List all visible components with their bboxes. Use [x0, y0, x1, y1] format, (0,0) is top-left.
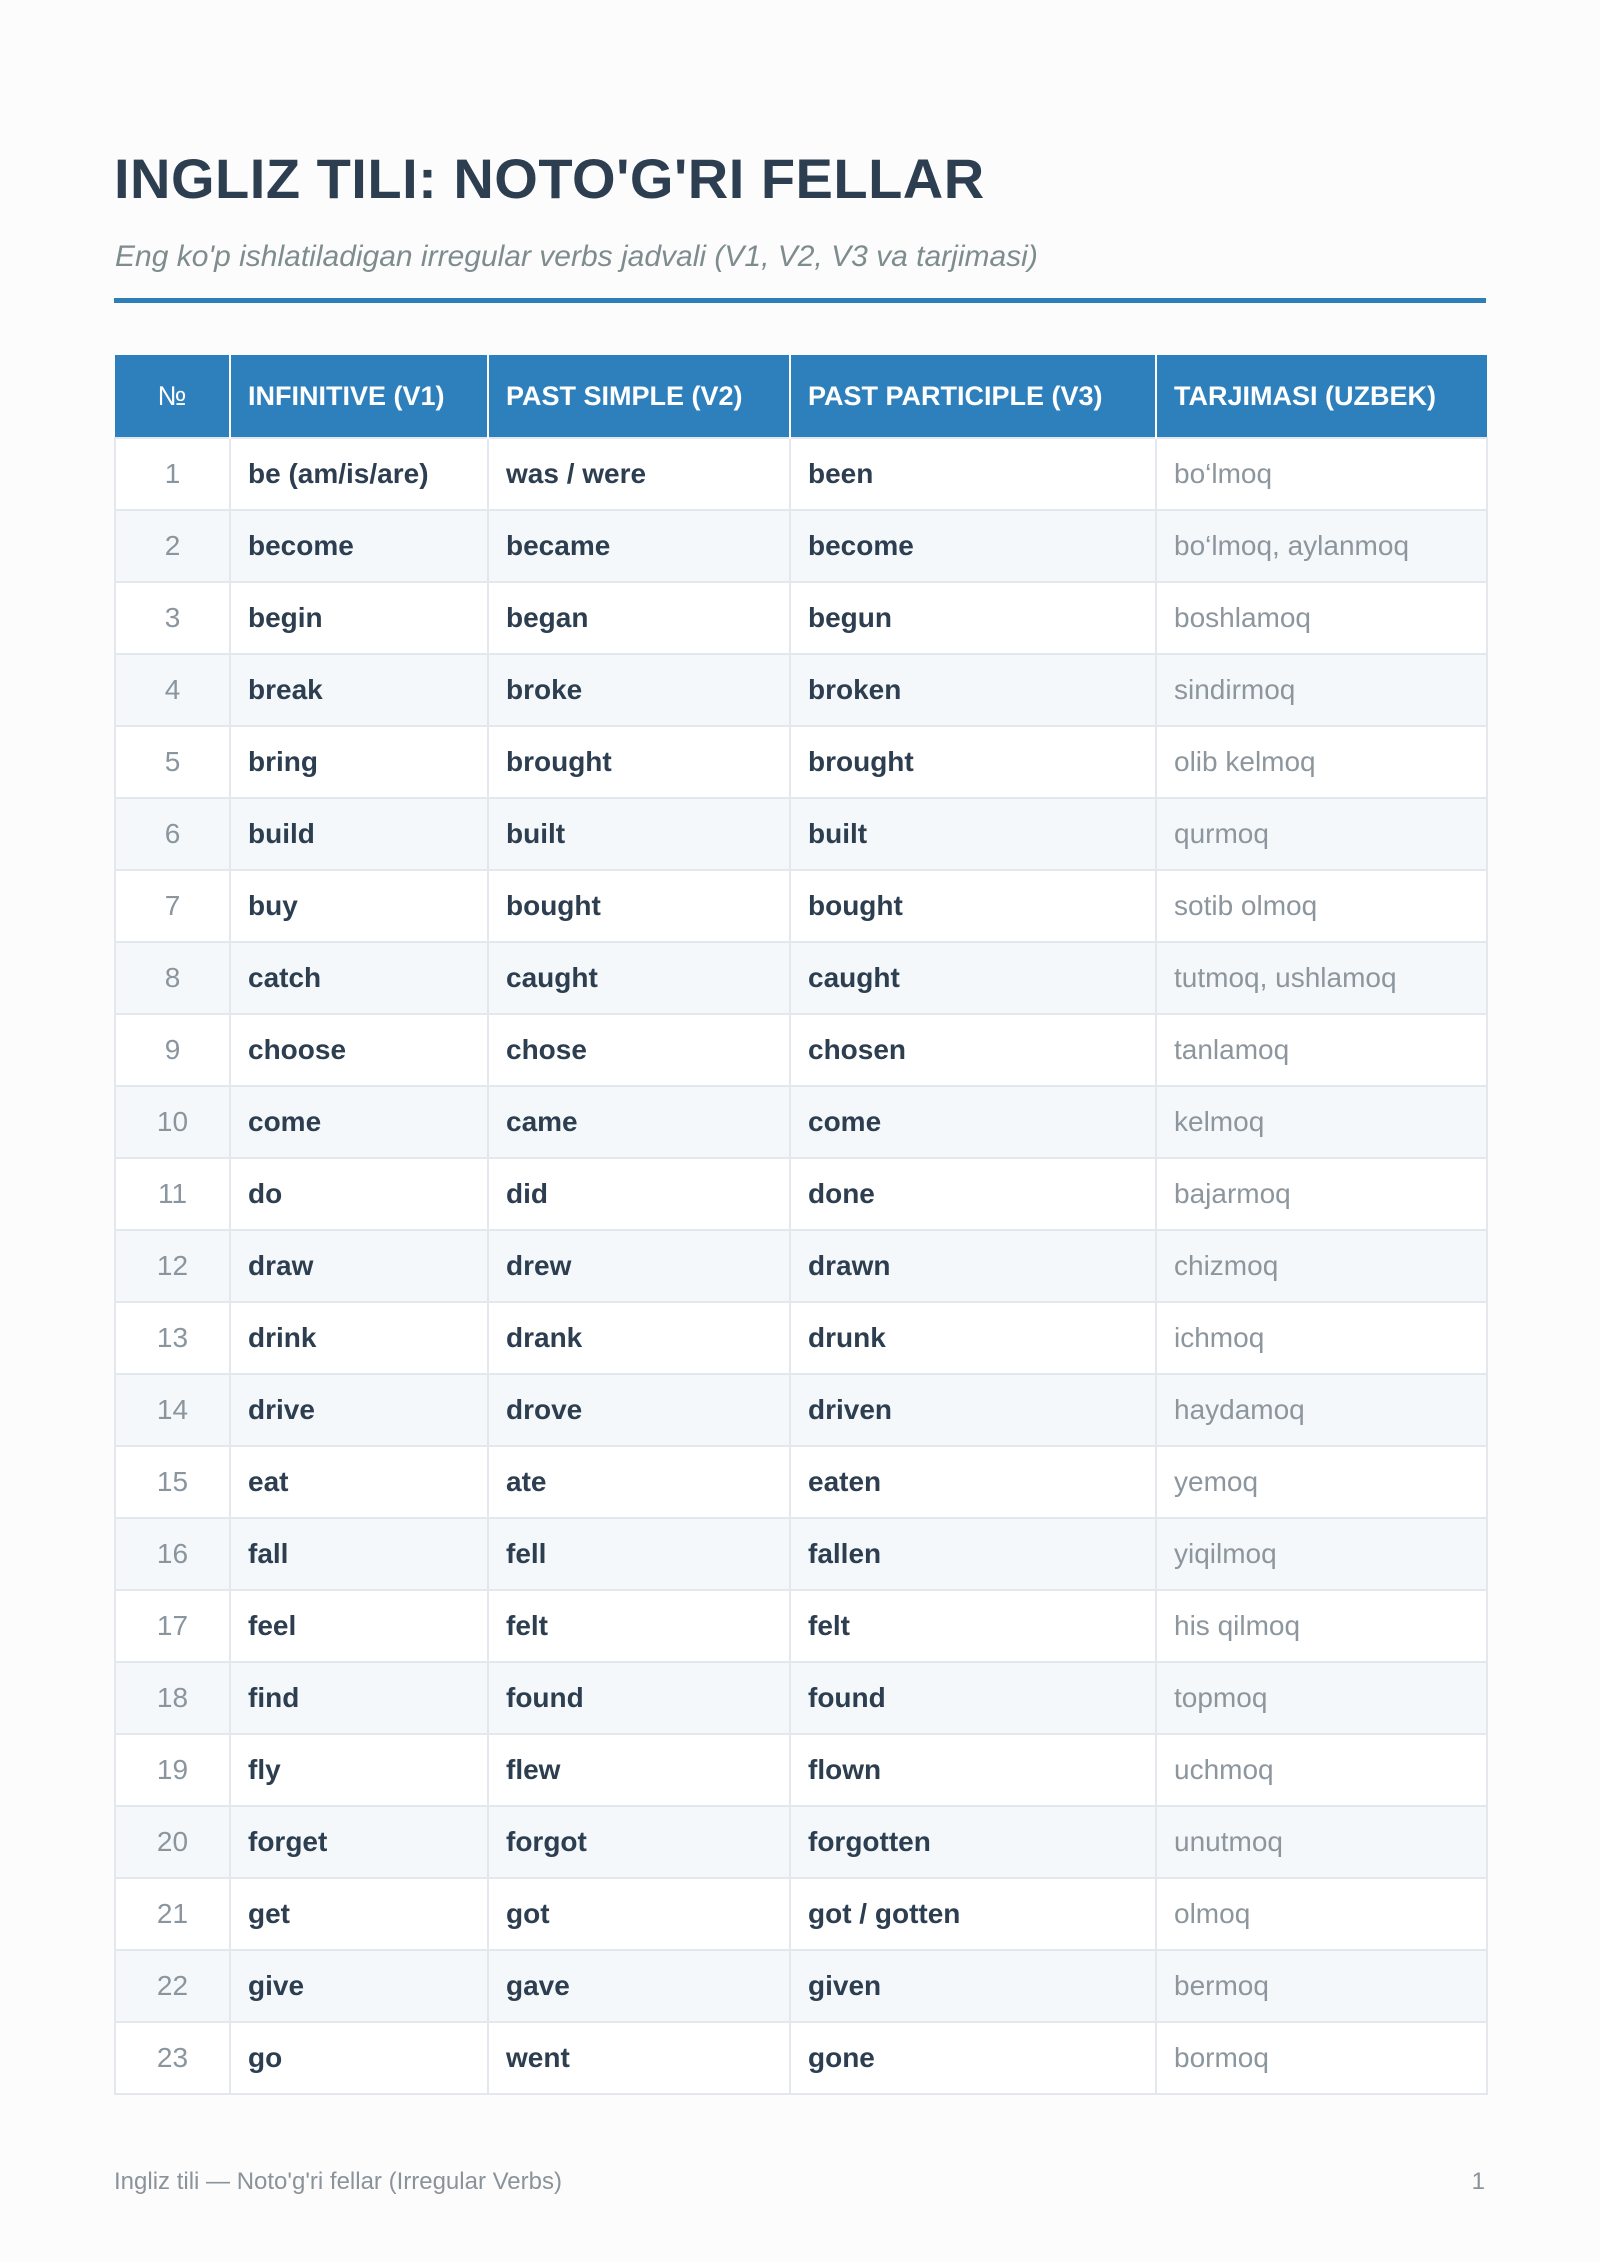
past-simple-cell: did: [488, 1158, 790, 1230]
past-participle-cell: come: [790, 1086, 1156, 1158]
table-row: [115, 510, 1487, 582]
past-participle-cell: been: [790, 438, 1156, 510]
title-divider: [114, 298, 1486, 303]
row-number: 5: [115, 726, 230, 798]
translation-cell: bo‘lmoq: [1156, 438, 1487, 510]
row-number: 14: [115, 1374, 230, 1446]
past-participle-cell: caught: [790, 942, 1156, 1014]
translation-cell: ichmoq: [1156, 1302, 1487, 1374]
row-number: 12: [115, 1230, 230, 1302]
header-infinitive: INFINITIVE (V1): [230, 355, 488, 438]
infinitive-cell: do: [230, 1158, 488, 1230]
past-simple-cell: broke: [488, 654, 790, 726]
past-simple-cell: came: [488, 1086, 790, 1158]
row-number: 22: [115, 1950, 230, 2022]
past-simple-cell: went: [488, 2022, 790, 2094]
table-row: [115, 2022, 1487, 2094]
table-row: [115, 1230, 1487, 1302]
translation-cell: haydamoq: [1156, 1374, 1487, 1446]
row-number: 15: [115, 1446, 230, 1518]
translation-cell: qurmoq: [1156, 798, 1487, 870]
past-simple-cell: found: [488, 1662, 790, 1734]
past-simple-cell: chose: [488, 1014, 790, 1086]
past-participle-cell: got / gotten: [790, 1878, 1156, 1950]
translation-cell: chizmoq: [1156, 1230, 1487, 1302]
past-simple-cell: ate: [488, 1446, 790, 1518]
row-number: 17: [115, 1590, 230, 1662]
past-simple-cell: built: [488, 798, 790, 870]
table-row: [115, 1878, 1487, 1950]
past-participle-cell: found: [790, 1662, 1156, 1734]
infinitive-cell: forget: [230, 1806, 488, 1878]
translation-cell: bormoq: [1156, 2022, 1487, 2094]
table-row: [115, 942, 1487, 1014]
header-translation: TARJIMASI (UZBEK): [1156, 355, 1487, 438]
table-row: [115, 1158, 1487, 1230]
past-simple-cell: got: [488, 1878, 790, 1950]
past-participle-cell: done: [790, 1158, 1156, 1230]
infinitive-cell: catch: [230, 942, 488, 1014]
translation-cell: uchmoq: [1156, 1734, 1487, 1806]
row-number: 8: [115, 942, 230, 1014]
row-number: 20: [115, 1806, 230, 1878]
table-row: [115, 1590, 1487, 1662]
translation-cell: bermoq: [1156, 1950, 1487, 2022]
table-row: [115, 438, 1487, 510]
row-number: 18: [115, 1662, 230, 1734]
infinitive-cell: get: [230, 1878, 488, 1950]
footer-text: Ingliz tili — Noto'g'ri fellar (Irregular Verbs): [114, 2168, 562, 2195]
row-number: 19: [115, 1734, 230, 1806]
past-participle-cell: given: [790, 1950, 1156, 2022]
table-row: [115, 1086, 1487, 1158]
infinitive-cell: drink: [230, 1302, 488, 1374]
row-number: 3: [115, 582, 230, 654]
translation-cell: yemoq: [1156, 1446, 1487, 1518]
row-number: 10: [115, 1086, 230, 1158]
past-simple-cell: was / were: [488, 438, 790, 510]
past-participle-cell: brought: [790, 726, 1156, 798]
row-number: 2: [115, 510, 230, 582]
table-row: [115, 798, 1487, 870]
translation-cell: olmoq: [1156, 1878, 1487, 1950]
infinitive-cell: buy: [230, 870, 488, 942]
translation-cell: unutmoq: [1156, 1806, 1487, 1878]
past-participle-cell: driven: [790, 1374, 1156, 1446]
past-simple-cell: flew: [488, 1734, 790, 1806]
table-row: [115, 1734, 1487, 1806]
past-simple-cell: caught: [488, 942, 790, 1014]
table-row: [115, 1518, 1487, 1590]
table-row: [115, 654, 1487, 726]
infinitive-cell: break: [230, 654, 488, 726]
row-number: 9: [115, 1014, 230, 1086]
past-simple-cell: brought: [488, 726, 790, 798]
past-simple-cell: fell: [488, 1518, 790, 1590]
infinitive-cell: feel: [230, 1590, 488, 1662]
row-number: 16: [115, 1518, 230, 1590]
row-number: 13: [115, 1302, 230, 1374]
row-number: 23: [115, 2022, 230, 2094]
past-simple-cell: drank: [488, 1302, 790, 1374]
header-past-participle: PAST PARTICIPLE (V3): [790, 355, 1156, 438]
translation-cell: kelmoq: [1156, 1086, 1487, 1158]
past-participle-cell: eaten: [790, 1446, 1156, 1518]
infinitive-cell: drive: [230, 1374, 488, 1446]
past-participle-cell: broken: [790, 654, 1156, 726]
past-participle-cell: fallen: [790, 1518, 1156, 1590]
past-participle-cell: begun: [790, 582, 1156, 654]
infinitive-cell: draw: [230, 1230, 488, 1302]
table-row: [115, 1302, 1487, 1374]
row-number: 4: [115, 654, 230, 726]
table-row: [115, 1014, 1487, 1086]
past-participle-cell: flown: [790, 1734, 1156, 1806]
translation-cell: bo‘lmoq, aylanmoq: [1156, 510, 1487, 582]
translation-cell: sotib olmoq: [1156, 870, 1487, 942]
table-row: [115, 1446, 1487, 1518]
past-simple-cell: began: [488, 582, 790, 654]
past-participle-cell: chosen: [790, 1014, 1156, 1086]
page-subtitle: Eng ko'p ishlatiladigan irregular verbs jadvali (V1, V2, V3 va tarjimasi): [115, 240, 1038, 273]
table-row: [115, 1950, 1487, 2022]
header-past-simple: PAST SIMPLE (V2): [488, 355, 790, 438]
past-simple-cell: gave: [488, 1950, 790, 2022]
table-row: [115, 1662, 1487, 1734]
past-simple-cell: forgot: [488, 1806, 790, 1878]
infinitive-cell: begin: [230, 582, 488, 654]
irregular-verbs-table: [114, 355, 1488, 2095]
infinitive-cell: find: [230, 1662, 488, 1734]
row-number: 1: [115, 438, 230, 510]
infinitive-cell: bring: [230, 726, 488, 798]
page-title: INGLIZ TILI: NOTO'G'RI FELLAR: [114, 147, 985, 210]
past-simple-cell: bought: [488, 870, 790, 942]
infinitive-cell: become: [230, 510, 488, 582]
translation-cell: sindirmoq: [1156, 654, 1487, 726]
past-simple-cell: felt: [488, 1590, 790, 1662]
infinitive-cell: choose: [230, 1014, 488, 1086]
infinitive-cell: go: [230, 2022, 488, 2094]
infinitive-cell: come: [230, 1086, 488, 1158]
table-row: [115, 582, 1487, 654]
table-row: [115, 1806, 1487, 1878]
infinitive-cell: eat: [230, 1446, 488, 1518]
translation-cell: tutmoq, ushlamoq: [1156, 942, 1487, 1014]
translation-cell: tanlamoq: [1156, 1014, 1487, 1086]
row-number: 6: [115, 798, 230, 870]
table-header-row: [115, 355, 1487, 438]
past-simple-cell: became: [488, 510, 790, 582]
past-participle-cell: bought: [790, 870, 1156, 942]
past-participle-cell: felt: [790, 1590, 1156, 1662]
past-participle-cell: become: [790, 510, 1156, 582]
infinitive-cell: build: [230, 798, 488, 870]
infinitive-cell: give: [230, 1950, 488, 2022]
past-participle-cell: built: [790, 798, 1156, 870]
translation-cell: yiqilmoq: [1156, 1518, 1487, 1590]
infinitive-cell: be (am/is/are): [230, 438, 488, 510]
translation-cell: topmoq: [1156, 1662, 1487, 1734]
past-simple-cell: drove: [488, 1374, 790, 1446]
row-number: 21: [115, 1878, 230, 1950]
past-participle-cell: drawn: [790, 1230, 1156, 1302]
row-number: 7: [115, 870, 230, 942]
table-row: [115, 870, 1487, 942]
translation-cell: his qilmoq: [1156, 1590, 1487, 1662]
table-row: [115, 726, 1487, 798]
page-number: 1: [1471, 2168, 1485, 2195]
header-number: №: [115, 355, 230, 438]
translation-cell: boshlamoq: [1156, 582, 1487, 654]
row-number: 11: [115, 1158, 230, 1230]
past-simple-cell: drew: [488, 1230, 790, 1302]
past-participle-cell: forgotten: [790, 1806, 1156, 1878]
table-body: [115, 438, 1487, 2094]
infinitive-cell: fall: [230, 1518, 488, 1590]
infinitive-cell: fly: [230, 1734, 488, 1806]
past-participle-cell: drunk: [790, 1302, 1156, 1374]
past-participle-cell: gone: [790, 2022, 1156, 2094]
translation-cell: olib kelmoq: [1156, 726, 1487, 798]
table-row: [115, 1374, 1487, 1446]
translation-cell: bajarmoq: [1156, 1158, 1487, 1230]
